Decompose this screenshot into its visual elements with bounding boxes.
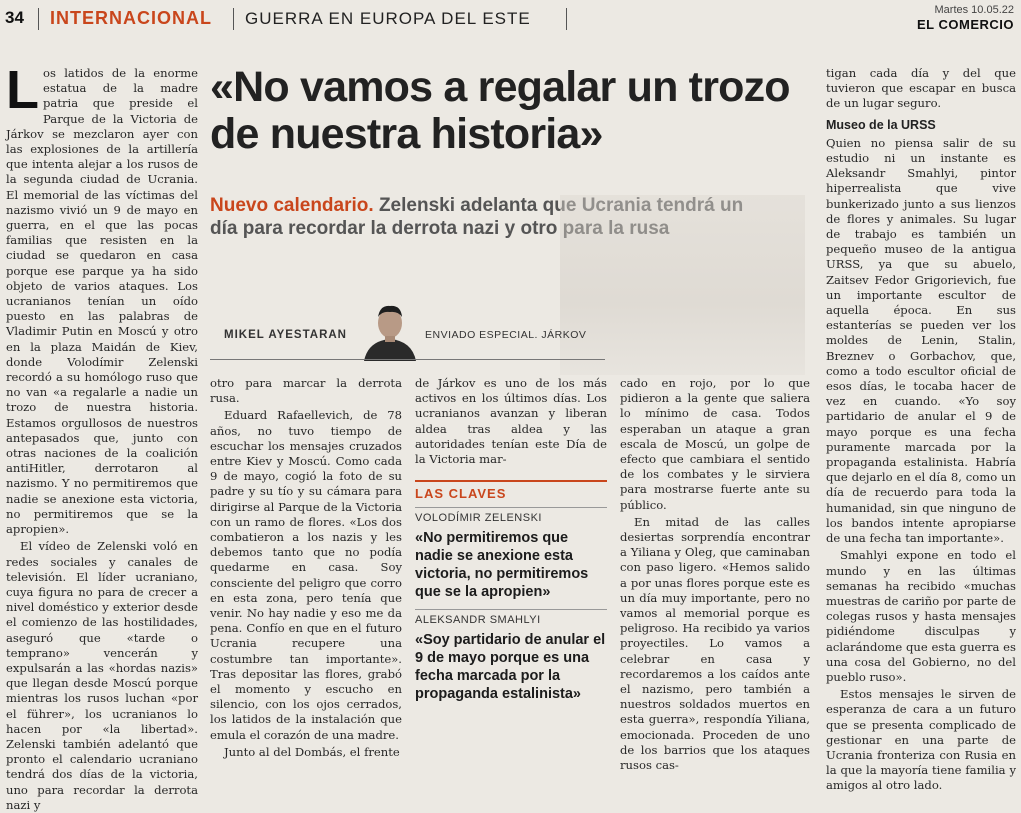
author-portrait: [358, 297, 422, 361]
byline: [210, 295, 810, 365]
drop-cap: L: [6, 60, 39, 120]
article-column-2: [210, 376, 402, 759]
article-column-4: [620, 376, 810, 773]
subhead-kicker: Nuevo calendario.: [210, 195, 374, 216]
quote-attribution: ALEKSANDR SMAHLYI: [415, 614, 541, 626]
article-column-1: [6, 60, 198, 812]
page-header: [0, 4, 1021, 32]
header-divider: [233, 8, 234, 30]
claves-divider: [415, 609, 607, 610]
claves-rule: [415, 480, 607, 482]
claves-title: LAS CLAVES: [415, 486, 507, 501]
subhead-text: Zelenski adelanta que Ucrania tendrá un día para recordar la derrota nazi y otro para la rusa: [210, 195, 744, 239]
issue-date: Martes 10.05.22: [934, 4, 1014, 16]
paragraph: Smahlyi expone en todo el mundo y en las últimas semanas ha recibido «muchas muestras de cariño por parte de colegas rusos y hasta mensajes pidiéndome disculpas y aclarándome que esta guerra es una cosa del Gobierno, no del pueblo ruso».: [826, 548, 1016, 684]
byline-rule: [210, 359, 605, 360]
author-role: ENVIADO ESPECIAL. JÁRKOV: [425, 329, 587, 341]
claves-divider: [415, 507, 607, 508]
paragraph: Eduard Rafaellevich, de 78 años, no tuvo tiempo de escuchar los mensajes cruzados entre Kiev y Moscú. Como cada 9 de mayo, cogió la foto de su padre y su tío y su cámara para dirigirse al Parque de la Victoria con un ramo de flores. «Los dos combatieron a los nazis y les debemos tanto que no podía quedarme en casa. Soy consciente del peligro que corro en esta zona, pero tenía que venir. No hay nadie y eso me da pena. Confío en que en el futuro Ucrania recupere una costumbre tan importante». Tras depositar las flores, grabó el momento y escucho en silencio, con los ojos cerrados, los latidos de la instalación que emula el corazón de una madre.: [210, 408, 402, 742]
header-divider: [566, 8, 567, 30]
pull-quote: «No permitiremos que nadie se anexione esta victoria, no permitiremos que se la apropien»: [415, 530, 589, 600]
paragraph: otro para marcar la derrota rusa.: [210, 376, 402, 406]
paragraph: En mitad de las calles desiertas sorprendía encontrar a Yiliana y Oleg, que caminaban con paso ligero. «Hemos salido a por unas flores porque este es un día muy importante, pero no vamos al memorial porque es peligroso. Ha recibido ya varios proyectiles. Lo vamos a celebrar en casa y recordaremos a los caídos ante el nazismo, pero también a nuestros soldados muertos en esta guerra», respondía Yiliana, emocionada. Proceden de uno de los barrios que los ataques rusos cas-: [620, 514, 810, 773]
paragraph: Quien no piensa salir de su estudio ni un instante es Aleksandr Smahlyi, pintor hiperrealista que vive bunkerizado junto a sus lienzos de flores y animales. Su lugar de trabajo es también un pequeño museo de la antigua URSS, ya que su abuelo, Zaitsev Fedor Grigorievich, fue un importante escultor de aquella época. En sus estanterías se pueden ver los moldes de Lenin, Stalin, Breznev o Gorbachov, que, como a todo escultor oficial de esos días, le tocaba hacer de vez en cuando. «Yo soy partidario de anular el 9 de mayo porque es una fecha puramente marcada por la propaganda estalinista. Habría que dejarlo en el día 8, como un día de recuerdo para toda la humanidad, sin que ninguno de los bandos intente apropiarse de una fecha tan importante».: [826, 135, 1016, 546]
subsection-title: GUERRA EN EUROPA DEL ESTE: [245, 9, 531, 28]
section-title: INTERNACIONAL: [50, 8, 212, 28]
section-subtitle: Museo de la URSS: [826, 117, 936, 132]
paragraph: tigan cada día y del que tuvieron que escapar en busca de un lugar seguro.: [826, 66, 1016, 111]
author-name: MIKEL AYESTARAN: [224, 329, 347, 341]
paragraph: Junto al del Dombás, el frente: [224, 744, 400, 759]
key-quotes-box: [415, 480, 607, 732]
article-column-3: [415, 376, 607, 472]
paragraph: Los latidos de la enorme estatua de la madre patria que preside el Parque de la Victoria de Járkov se mezclaron ayer con las explosiones de la artillería que intenta alejar a los rusos de la segunda ciudad de Ucrania. El memorial de las víctimas del nazismo vivió un 9 de mayo en guerra, en el que las pocas familias que resisten en la ciudad se quedaron en casa porque ese parque ya ha sido objeto de varios ataques. Los ucranianos tenían un oído puesto en las palabras de Vladimir Putin en Moscú y otro en la plaza Maidán de Kiev, donde Volodímir Zelenski recordó a su homólogo ruso que no van «a regalarle a nadie un trozo de nuestra historia. Estamos orgullosos de nuestros antepasados que, junto con otras naciones de la coalición antiHitler, derrotaron al nazismo. Y no permitiremos que nadie se anexione esta victoria, no permitiremos que se la apropien».: [6, 60, 198, 537]
paragraph: de Járkov es uno de los más activos en los últimos días. Los ucranianos avanzan y liberan aldea tras aldea y las autoridades tenían este Día de la Victoria mar-: [415, 376, 607, 467]
page-number: 34: [5, 8, 24, 27]
newspaper-name: EL COMERCIO: [917, 17, 1014, 32]
quote-attribution: VOLODÍMIR ZELENSKI: [415, 512, 542, 524]
paragraph: Estos mensajes le sirven de esperanza de cara a un futuro que se presenta complicado de gestionar en una parte de Ucrania fronteriza con Rusia en la que la mayoría tiene familia y amigos al otro lado.: [826, 687, 1016, 793]
paragraph: cado en rojo, por lo que pidieron a la gente que saliera lo mínimo de casa. Todos esperaban un ataque a gran escala de Moscú, un golpe de efecto que cambiara el sentido de los combates y le sirviera para mostrarse fuerte ante su público.: [620, 376, 810, 512]
article-column-5: [826, 66, 1016, 793]
header-divider: [38, 8, 39, 30]
paragraph: El vídeo de Zelenski voló en redes sociales y canales de televisión. El líder ucraniano, cuya figura no para de crecer a nivel doméstico y exterior desde el comienzo de las hostilidades, aseguró que «tarde o temprano» vencerán y expulsarán a las «hordas nazis» que llegan desde Moscú porque mientras los rusos luchan «por el führer», los ucranianos lo hacen por «la libertad». Zelenski también adelantó que pronto el calendario ucraniano tendrá dos días de la victoria, uno para recordar la derrota nazi y: [6, 539, 198, 812]
headline: «No vamos a regalar un trozo de nuestra historia»: [210, 63, 790, 158]
pull-quote: «Soy partidario de anular el 9 de mayo porque es una fecha marcada por la propaganda estalinista»: [415, 632, 606, 702]
